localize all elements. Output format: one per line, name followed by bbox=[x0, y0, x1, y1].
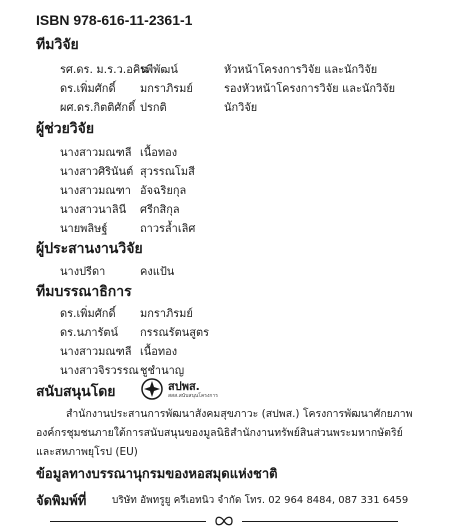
infinity-ornament-icon bbox=[213, 513, 235, 527]
member-role: หัวหน้าโครงการวิจัย และนักวิจัย bbox=[224, 63, 378, 76]
member-name: นางสาวศิรินันต์ bbox=[60, 165, 134, 178]
sponsor-logo-subtext: สสส.สนับสนุนโครงการ bbox=[168, 393, 218, 399]
member-surname: อัจฉริยกุล bbox=[140, 184, 187, 197]
member-name: ดร.เพิ่มศักดิ์ bbox=[60, 307, 116, 320]
member-name: นางสาวมณฑลี bbox=[60, 146, 132, 159]
isbn: ISBN 978-616-11-2361-1 bbox=[36, 12, 193, 28]
member-surname: สุวรรณโมสี bbox=[140, 165, 195, 178]
member-name: นางสาวนาลินี bbox=[60, 203, 127, 216]
member-name: ผศ.ดร.กิตติศักดิ์ bbox=[60, 101, 136, 114]
member-name: รศ.ดร. ม.ร.ว.อคิน bbox=[60, 63, 148, 76]
member-surname: คงแป้น bbox=[140, 265, 175, 278]
sponsor-line-1: สำนักงานประสานการพัฒนาสังคมสุขภาวะ (สปพส.) โครงการพัฒนาศักยภาพ bbox=[66, 408, 413, 420]
sponsor-logo-icon bbox=[140, 377, 164, 401]
member-surname: รพีพัฒน์ bbox=[140, 63, 178, 76]
coordinator-heading: ผู้ประสานงานวิจัย bbox=[36, 241, 143, 257]
member-surname: ชูชำนาญ bbox=[140, 364, 185, 377]
research-team-heading: ทีมวิจัย bbox=[36, 37, 79, 53]
member-name: ดร.เพิ่มศักดิ์ bbox=[60, 82, 116, 95]
printer-label: จัดพิมพ์ที่ bbox=[36, 494, 87, 509]
member-surname: กรรณรัตนสูตร bbox=[140, 326, 210, 339]
sponsor-logo-text: สปพส. bbox=[168, 380, 200, 393]
sponsor-heading: สนับสนุนโดย bbox=[36, 384, 116, 400]
cataloging-heading: ข้อมูลทางบรรณานุกรมของหอสมุดแห่งชาติ bbox=[36, 467, 278, 482]
member-surname: เนื้อทอง bbox=[140, 146, 178, 159]
member-name: นางปรีดา bbox=[60, 265, 106, 278]
member-surname: ปรกติ bbox=[140, 101, 167, 114]
member-surname: มกราภิรมย์ bbox=[140, 82, 193, 95]
member-role: นักวิจัย bbox=[224, 101, 258, 114]
member-name: ดร.นภารัตน์ bbox=[60, 326, 119, 339]
ornament-line-right bbox=[242, 521, 398, 522]
editorial-heading: ทีมบรรณาธิการ bbox=[36, 284, 132, 300]
member-surname: ถาวรล้ำเลิศ bbox=[140, 222, 196, 235]
member-name: นางสาวมณฑา bbox=[60, 184, 131, 197]
member-surname: เนื้อทอง bbox=[140, 345, 178, 358]
member-surname: ศรีกสิกุล bbox=[140, 203, 180, 216]
member-name: นายพลิษฐ์ bbox=[60, 222, 108, 235]
ornament-line-left bbox=[50, 521, 206, 522]
sponsor-line-2: องค์กรชุมชนภายใต้การสนับสนุนของมูลนิธิสำนักงานทรัพย์สินส่วนพระมหากษัตริย์ bbox=[36, 427, 403, 439]
member-name: นางสาวมณฑลี bbox=[60, 345, 132, 358]
member-name: นางสาวจิรวรรณ bbox=[60, 364, 139, 377]
printer-detail: บริษัท อัพทรูยู ครีเอทนิว จำกัด โทร. 02 964 8484, 087 331 6459 bbox=[112, 495, 409, 506]
sponsor-line-3: และสหภาพยุโรป (EU) bbox=[36, 446, 138, 458]
assistants-heading: ผู้ช่วยวิจัย bbox=[36, 121, 95, 137]
member-surname: มกราภิรมย์ bbox=[140, 307, 193, 320]
member-role: รองหัวหน้าโครงการวิจัย และนักวิจัย bbox=[224, 82, 396, 95]
